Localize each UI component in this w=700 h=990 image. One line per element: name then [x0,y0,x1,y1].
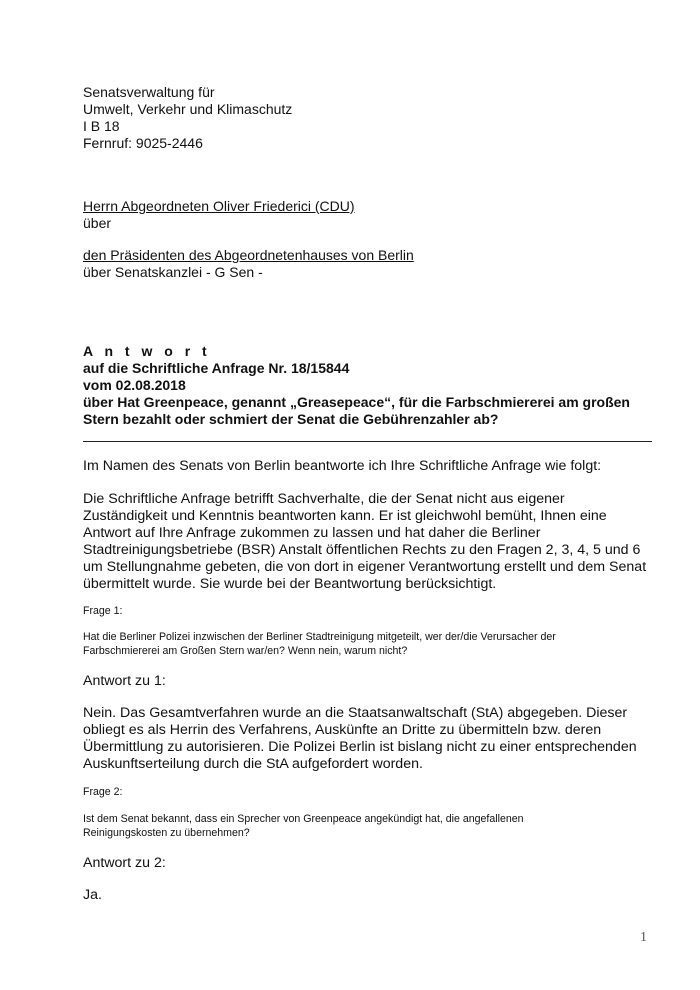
intro-text: Im Namen des Senats von Berlin beantworte ich Ihre Schriftliche Anfrage wie folgt: [83,458,602,474]
answer-1-line: Übermittlung zu autorisieren. Die Polizei Berlin ist bislang nicht zu einer entsprechenden [83,739,637,755]
recipient-president: den Präsidenten des Abgeordnetenhauses von Berlin [83,247,414,263]
heading-antwort: A n t w o r t [83,343,211,359]
sender-line-3: I B 18 [83,118,120,134]
question-2-label-block [83,785,663,799]
heading-inquiry-number: auf die Schriftliche Anfrage Nr. 18/15844 [83,360,350,376]
intro-paragraph [83,458,663,475]
recipient-block [83,198,663,232]
sender-line-2: Umwelt, Verkehr und Klimaschutz [83,101,293,117]
question-2-line: Ist dem Senat bekannt, dass ein Sprecher von Greenpeace angekündigt hat, die angefallenen [83,813,524,825]
question-2-label: Frage 2: [83,786,123,798]
answer-2-text: Ja. [83,887,102,903]
page-number: 1 [640,930,647,945]
sender-block [83,84,663,152]
recipient-name: Herrn Abgeordneten Oliver Friederici (CDU) [83,198,355,214]
heading-subject-2: Stern bezahlt oder schmiert der Senat die Gebührenzahler ab? [83,411,499,427]
answer-1-label-block [83,673,663,690]
question-2-block [83,812,663,840]
question-2-line: Reinigungskosten zu übernehmen? [83,827,250,839]
answer-2-label-block [83,855,663,872]
heading-subject-1: über Hat Greenpeace, genannt „Greasepeace“, für die Farbschmiererei am großen [83,394,630,410]
answer-heading [83,343,663,428]
preface-paragraph [83,491,663,593]
question-1-line: Hat die Berliner Polizei inzwischen der Berliner Stadtreinigung mitgeteilt, wer der/die Verursacher der [83,631,556,643]
answer-1-label: Antwort zu 1: [83,673,166,689]
preface-line: Zuständigkeit und Kenntnis beantworten kann. Er ist gleichwohl bemüht, Ihnen eine [83,508,607,524]
recipient-chancellery: über Senatskanzlei - G Sen - [83,264,263,280]
recipient-via: über [83,215,112,231]
question-1-line: Farbschmiererei am Großen Stern war/en? Wenn nein, warum nicht? [83,645,408,657]
sender-line-4: Fernruf: 9025-2446 [83,135,203,151]
answer-1-line: obliegt es als Herrin des Verfahrens, Auskünfte an Dritte zu übermitteln bzw. deren [83,722,602,738]
question-1-block [83,630,663,658]
heading-date: vom 02.08.2018 [83,377,186,393]
question-1-label-block [83,604,663,618]
preface-line: um Stellungnahme gebeten, die von dort in eigener Verantwortung erstellt und dem Senat [83,559,647,575]
answer-2-label: Antwort zu 2: [83,855,166,871]
president-block [83,247,663,281]
answer-2-block [83,887,663,904]
answer-1-block [83,705,663,773]
preface-line: Antwort auf Ihre Anfrage zukommen zu lassen und hat daher die Berliner [83,525,541,541]
preface-line: übermittelt wurde. Sie wurde bei der Beantwortung berücksichtigt. [83,576,497,592]
heading-divider [83,441,652,442]
answer-1-line: Nein. Das Gesamtverfahren wurde an die Staatsanwaltschaft (StA) abgegeben. Dieser [83,705,628,721]
answer-1-line: Auskunftserteilung durch die StA aufgefordert worden. [83,756,423,772]
preface-line: Die Schriftliche Anfrage betrifft Sachverhalte, die der Senat nicht aus eigener [83,491,565,507]
question-1-label: Frage 1: [83,605,123,617]
sender-line-1: Senatsverwaltung für [83,84,215,100]
preface-line: Stadtreinigungsbetriebe (BSR) Anstalt öffentlichen Rechts zu den Fragen 2, 3, 4, 5 und 6 [83,542,641,558]
